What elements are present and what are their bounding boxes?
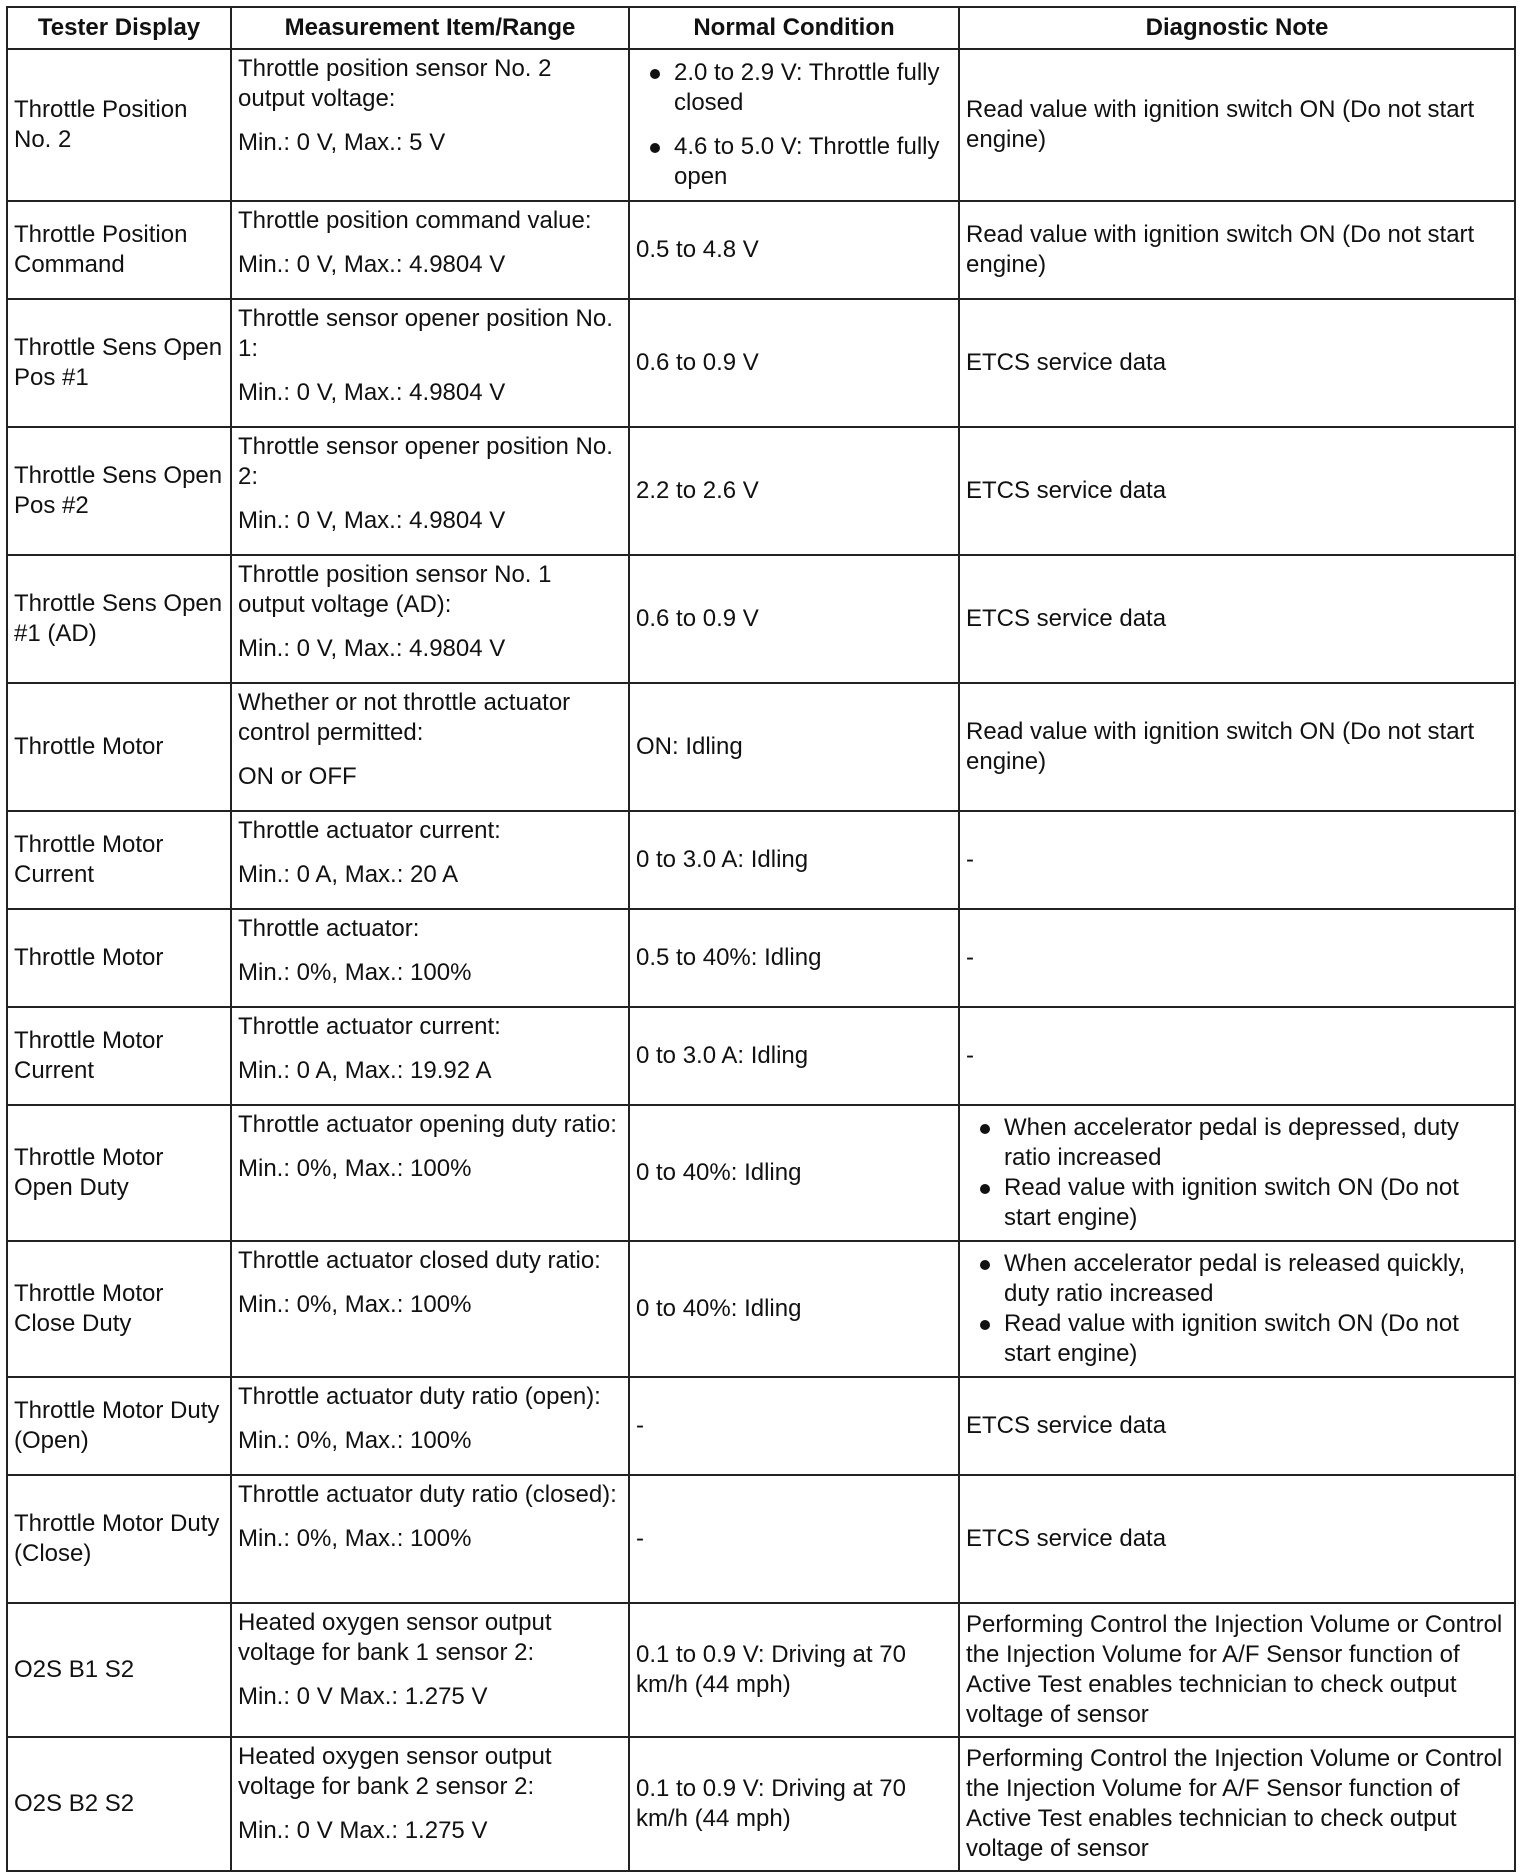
measurement-item-cell: [231, 49, 629, 201]
diagnostic-note-cell: Performing Control the Injection Volume or Control the Injection Volume for A/F Sensor function of Active Test enables technician to check output voltage of sensor: [959, 1603, 1515, 1737]
normal-condition-cell: 0.6 to 0.9 V: [629, 555, 959, 683]
measurement-item-label: Throttle actuator:: [238, 915, 420, 942]
data-list-table: [6, 6, 1516, 1872]
measurement-range: Min.: 0 V Max.: 1.275 V: [238, 1817, 488, 1844]
tester-display-cell: Throttle Sens Open #1 (AD): [7, 555, 231, 683]
measurement-item-cell: [231, 1475, 629, 1603]
table-row: [7, 49, 1515, 201]
tester-display-cell: Throttle Motor Current: [7, 811, 231, 909]
tester-display-cell: Throttle Position No. 2: [7, 49, 231, 201]
header-measurement-item: Measurement Item/Range: [231, 7, 629, 49]
table-row: [7, 427, 1515, 555]
normal-condition-cell: -: [629, 1377, 959, 1475]
measurement-item-cell: [231, 427, 629, 555]
measurement-item-cell: [231, 555, 629, 683]
diagnostic-note-cell: -: [959, 1007, 1515, 1105]
diagnostic-note-cell: ETCS service data: [959, 299, 1515, 427]
note-bullet-item: When accelerator pedal is depressed, duty ratio increased: [966, 1113, 1508, 1173]
normal-condition-cell: 0 to 40%: Idling: [629, 1241, 959, 1377]
measurement-item-cell: [231, 811, 629, 909]
tester-display-cell: Throttle Motor Current: [7, 1007, 231, 1105]
measurement-item-cell: [231, 299, 629, 427]
measurement-range: ON or OFF: [238, 763, 357, 790]
tester-display-cell: O2S B1 S2: [7, 1603, 231, 1737]
diagnostic-note-cell: ETCS service data: [959, 1377, 1515, 1475]
table-row: [7, 201, 1515, 299]
diagnostic-note-cell: [959, 1241, 1515, 1377]
measurement-item-cell: [231, 1377, 629, 1475]
normal-condition-cell: 0 to 3.0 A: Idling: [629, 811, 959, 909]
measurement-item-label: Throttle position sensor No. 1 output voltage (AD):: [238, 561, 552, 618]
diagnostic-note-cell: Read value with ignition switch ON (Do not start engine): [959, 49, 1515, 201]
diagnostic-note-cell: ETCS service data: [959, 1475, 1515, 1603]
normal-condition-cell: 0.6 to 0.9 V: [629, 299, 959, 427]
table-row: [7, 1475, 1515, 1603]
table-row: [7, 909, 1515, 1007]
measurement-item-cell: [231, 1603, 629, 1737]
diagnostic-note-cell: ETCS service data: [959, 427, 1515, 555]
condition-bullet-item: 2.0 to 2.9 V: Throttle fully closed: [636, 58, 952, 118]
measurement-range: Min.: 0%, Max.: 100%: [238, 1291, 472, 1318]
header-row: [7, 7, 1515, 49]
condition-bullet-item: 4.6 to 5.0 V: Throttle fully open: [636, 132, 952, 192]
normal-condition-cell: 0.1 to 0.9 V: Driving at 70 km/h (44 mph): [629, 1603, 959, 1737]
measurement-item-label: Heated oxygen sensor output voltage for bank 1 sensor 2:: [238, 1609, 552, 1666]
table-row: [7, 1603, 1515, 1737]
diagnostic-note-cell: Read value with ignition switch ON (Do not start engine): [959, 683, 1515, 811]
note-bullet-item: Read value with ignition switch ON (Do not start engine): [966, 1173, 1508, 1233]
measurement-range: Min.: 0 V, Max.: 4.9804 V: [238, 379, 506, 406]
measurement-item-label: Throttle actuator current:: [238, 817, 501, 844]
measurement-item-cell: [231, 1007, 629, 1105]
header-normal-condition: Normal Condition: [629, 7, 959, 49]
measurement-range: Min.: 0 A, Max.: 20 A: [238, 861, 459, 888]
tester-display-cell: Throttle Motor Open Duty: [7, 1105, 231, 1241]
tester-display-cell: Throttle Motor Duty (Close): [7, 1475, 231, 1603]
measurement-item-cell: [231, 1105, 629, 1241]
measurement-range: Min.: 0 V, Max.: 4.9804 V: [238, 251, 506, 278]
normal-condition-cell: 0 to 40%: Idling: [629, 1105, 959, 1241]
table-row: [7, 811, 1515, 909]
measurement-item-label: Throttle position sensor No. 2 output voltage:: [238, 55, 552, 112]
measurement-item-label: Heated oxygen sensor output voltage for bank 2 sensor 2:: [238, 1743, 552, 1800]
tester-display-cell: Throttle Motor: [7, 909, 231, 1007]
note-bullet-item: Read value with ignition switch ON (Do not start engine): [966, 1309, 1508, 1369]
measurement-range: Min.: 0%, Max.: 100%: [238, 1155, 472, 1182]
measurement-item-label: Throttle sensor opener position No. 1:: [238, 305, 613, 362]
normal-condition-cell: 0.1 to 0.9 V: Driving at 70 km/h (44 mph): [629, 1737, 959, 1871]
measurement-item-label: Whether or not throttle actuator control permitted:: [238, 689, 571, 746]
table-row: [7, 299, 1515, 427]
normal-condition-cell: [629, 49, 959, 201]
tester-display-cell: Throttle Motor Duty (Open): [7, 1377, 231, 1475]
normal-condition-cell: 2.2 to 2.6 V: [629, 427, 959, 555]
normal-condition-cell: ON: Idling: [629, 683, 959, 811]
condition-bullet-list: [636, 58, 952, 192]
diagnostic-note-cell: [959, 1105, 1515, 1241]
table-row: [7, 1377, 1515, 1475]
tester-display-cell: O2S B2 S2: [7, 1737, 231, 1871]
header-diagnostic-note: Diagnostic Note: [959, 7, 1515, 49]
measurement-item-cell: [231, 201, 629, 299]
measurement-item-cell: [231, 683, 629, 811]
normal-condition-cell: 0 to 3.0 A: Idling: [629, 1007, 959, 1105]
note-bullet-item: When accelerator pedal is released quickly, duty ratio increased: [966, 1249, 1508, 1309]
tester-display-cell: Throttle Motor Close Duty: [7, 1241, 231, 1377]
note-bullet-list: [966, 1113, 1508, 1233]
tester-display-cell: Throttle Position Command: [7, 201, 231, 299]
measurement-range: Min.: 0 V, Max.: 4.9804 V: [238, 635, 506, 662]
measurement-range: Min.: 0 A, Max.: 19.92 A: [238, 1057, 492, 1084]
table-row: [7, 683, 1515, 811]
measurement-range: Min.: 0%, Max.: 100%: [238, 959, 472, 986]
tester-display-cell: Throttle Motor: [7, 683, 231, 811]
diagnostic-note-cell: -: [959, 811, 1515, 909]
table-row: [7, 1007, 1515, 1105]
diagnostic-note-cell: Read value with ignition switch ON (Do not start engine): [959, 201, 1515, 299]
note-bullet-list: [966, 1249, 1508, 1369]
table-row: [7, 1737, 1515, 1871]
table-row: [7, 1105, 1515, 1241]
diagnostic-note-cell: ETCS service data: [959, 555, 1515, 683]
diagnostic-note-cell: -: [959, 909, 1515, 1007]
measurement-item-label: Throttle actuator closed duty ratio:: [238, 1247, 601, 1274]
measurement-range: Min.: 0 V Max.: 1.275 V: [238, 1683, 488, 1710]
tester-display-cell: Throttle Sens Open Pos #1: [7, 299, 231, 427]
header-tester-display: Tester Display: [7, 7, 231, 49]
table-row: [7, 1241, 1515, 1377]
normal-condition-cell: 0.5 to 40%: Idling: [629, 909, 959, 1007]
normal-condition-cell: -: [629, 1475, 959, 1603]
measurement-item-label: Throttle actuator duty ratio (open):: [238, 1383, 601, 1410]
measurement-item-cell: [231, 1241, 629, 1377]
measurement-item-cell: [231, 1737, 629, 1871]
normal-condition-cell: 0.5 to 4.8 V: [629, 201, 959, 299]
measurement-range: Min.: 0%, Max.: 100%: [238, 1525, 472, 1552]
measurement-range: Min.: 0%, Max.: 100%: [238, 1427, 472, 1454]
measurement-item-label: Throttle sensor opener position No. 2:: [238, 433, 613, 490]
measurement-range: Min.: 0 V, Max.: 5 V: [238, 129, 446, 156]
measurement-item-label: Throttle actuator current:: [238, 1013, 501, 1040]
diagnostic-note-cell: Performing Control the Injection Volume or Control the Injection Volume for A/F Sensor function of Active Test enables technician to check output voltage of sensor: [959, 1737, 1515, 1871]
measurement-range: Min.: 0 V, Max.: 4.9804 V: [238, 507, 506, 534]
tester-display-cell: Throttle Sens Open Pos #2: [7, 427, 231, 555]
measurement-item-cell: [231, 909, 629, 1007]
table-row: [7, 555, 1515, 683]
measurement-item-label: Throttle actuator opening duty ratio:: [238, 1111, 617, 1138]
measurement-item-label: Throttle actuator duty ratio (closed):: [238, 1481, 617, 1508]
measurement-item-label: Throttle position command value:: [238, 207, 592, 234]
